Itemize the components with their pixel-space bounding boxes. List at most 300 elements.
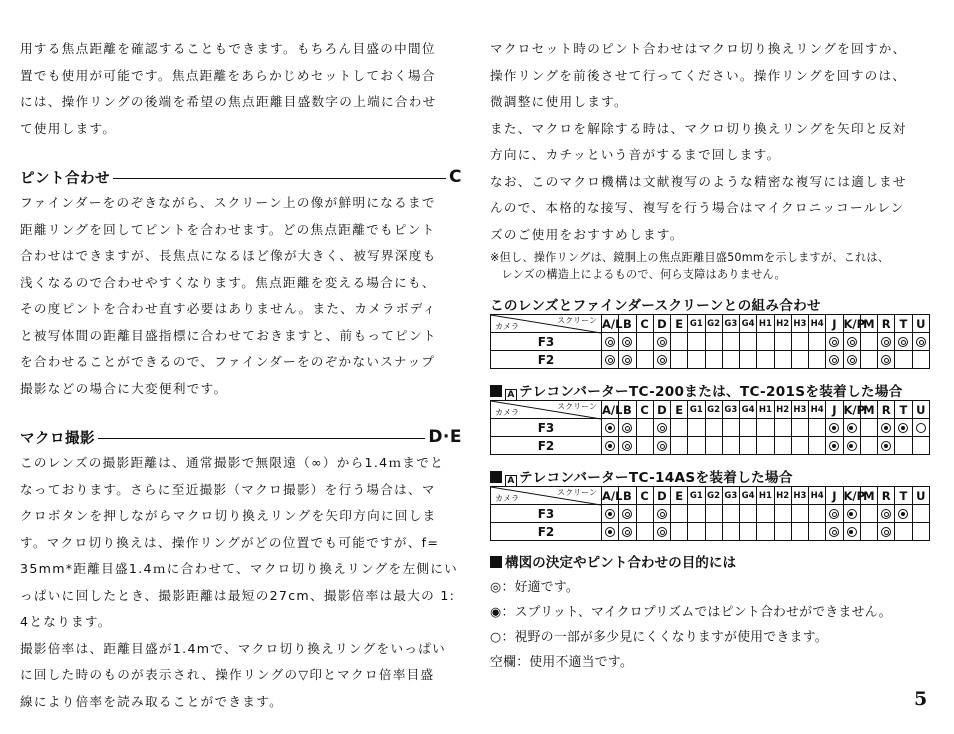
column-header: G3: [722, 315, 739, 333]
compat-cell: [671, 437, 688, 455]
table-corner-cell: [491, 401, 602, 419]
text-line: また、マクロを解除する時は、マクロ切り換えリングを矢印と反対: [490, 120, 907, 136]
compat-cell: [826, 523, 843, 541]
column-header: A/L: [602, 402, 623, 417]
compat-cell: [602, 351, 619, 369]
column-header: A/L: [602, 316, 623, 331]
compat-cell: [671, 523, 688, 541]
compat-cell: [843, 333, 860, 351]
table-title-text: このレンズとファインダースクリーンとの組み合わせ: [490, 298, 821, 314]
text-line: マクロセット時のピント合わせはマクロ切り換えリングを回すか、: [490, 41, 907, 56]
footnote: [490, 249, 936, 283]
table-title-text: テレコンバーターTC-200または、TC-201Sを装着した場合: [519, 384, 903, 400]
text-line: す。マクロ切り換えは、操作リングがどの位置でも可能ですが、f=: [20, 534, 440, 550]
compat-cell: [826, 505, 843, 523]
compat-cell: [602, 437, 619, 455]
note-line: レンズの構造上によるもので、何ら支障はありません。: [490, 268, 786, 281]
double-circle-icon: [605, 355, 615, 365]
column-header: T: [895, 315, 912, 333]
column-header: U: [912, 401, 930, 419]
double-circle-icon: [622, 423, 632, 433]
compat-cell: [774, 437, 791, 455]
compat-cell: [895, 333, 912, 351]
filled-circle-icon: [829, 441, 839, 451]
screen-compatibility-table: [490, 314, 930, 369]
compat-cell: [757, 351, 774, 369]
text-line: クロボタンを押しながらマクロ切り換えリングを矢印方向に回しま: [20, 508, 437, 523]
double-circle-icon: [622, 441, 632, 451]
compat-cell: [878, 437, 895, 455]
filled-circle-icon: [829, 423, 839, 433]
double-circle-icon: [657, 355, 667, 365]
filled-circle-icon: [881, 441, 891, 451]
column-header: T: [895, 401, 912, 419]
column-header: J: [826, 315, 843, 333]
text-line: 35mm*距離目盛1.4ｍに合わせて、マクロ切り換えリングを左側にい: [20, 561, 459, 576]
text-line: 線により倍率を読み取ることができます。: [20, 693, 283, 709]
compat-cell: [636, 523, 653, 541]
double-circle-icon: [657, 423, 667, 433]
boxed-a-icon: A: [505, 389, 517, 401]
column-header: E: [671, 315, 688, 333]
compatibility-tables: [490, 294, 936, 541]
column-header: H1: [757, 401, 774, 419]
compat-cell: [757, 419, 774, 437]
column-header: D: [653, 401, 670, 419]
compat-cell: [688, 523, 705, 541]
camera-cell: F2: [491, 523, 602, 541]
double-circle-icon: [847, 355, 857, 365]
filled-circle-icon: [898, 423, 908, 433]
table-row: [491, 351, 930, 369]
filled-circle-icon: [847, 441, 857, 451]
focus-paragraph: [20, 190, 462, 402]
double-circle-icon: [829, 527, 839, 537]
text-line: っぱいに回したとき、撮影距離は最短の27cm、撮影倍率は最大の 1:: [20, 587, 456, 603]
camera-label: カメラ: [495, 322, 519, 331]
table-row: [491, 523, 930, 541]
text-line: んので、本格的な接写、複写を行う場合はマイクロニッコールレン: [490, 200, 905, 215]
filled-circle-icon: [605, 509, 615, 519]
column-header: H4: [809, 401, 826, 419]
compat-cell: [705, 333, 722, 351]
compat-cell: [722, 333, 739, 351]
compat-cell: [860, 333, 877, 351]
column-header: G1: [688, 315, 705, 333]
compat-cell: [688, 419, 705, 437]
compat-cell: [860, 437, 877, 455]
camera-cell: F3: [491, 333, 602, 351]
heading-rule: [98, 438, 425, 439]
compat-cell: [722, 523, 739, 541]
compat-cell: [653, 333, 670, 351]
compat-cell: [653, 419, 670, 437]
column-header: G3: [722, 401, 739, 419]
text-line: 方向に、カチッという音がするまで回します。: [490, 147, 781, 162]
table-header-row: [491, 487, 930, 505]
compat-cell: [774, 419, 791, 437]
compat-cell: [912, 351, 930, 369]
compat-cell: [809, 523, 826, 541]
text-line: 微調整に使用します。: [490, 94, 628, 109]
text-line: なっております。さらに至近撮影（マクロ撮影）を行う場合は、マ: [20, 481, 436, 497]
column-header: H3: [791, 401, 808, 419]
text-line: 撮影などの場合に大変便利です。: [20, 380, 228, 396]
compat-cell: [774, 333, 791, 351]
filled-circle-icon: [881, 423, 891, 433]
compat-cell: [757, 505, 774, 523]
double-circle-icon: [657, 337, 667, 347]
compat-cell: [740, 333, 757, 351]
text-line: には、操作リングの後端を希望の焦点距離目盛数字の上端に合わせ: [20, 94, 437, 109]
column-header: G1: [688, 487, 705, 505]
compat-cell: [602, 419, 619, 437]
screen-label: スクリーン: [557, 488, 597, 497]
filled-circle-icon: [847, 527, 857, 537]
compat-cell: [826, 333, 843, 351]
compat-cell: [740, 351, 757, 369]
compat-cell: [774, 523, 791, 541]
purpose-title: 構図の決定やピント合わせの目的には: [505, 555, 737, 571]
compat-cell: [843, 419, 860, 437]
compat-cell: [636, 351, 653, 369]
column-header: A/L: [602, 488, 623, 503]
text-line: を合わせることができるので、ファインダーをのぞかないスナップ: [20, 354, 436, 369]
text-line: て使用します。: [20, 120, 117, 136]
copy-warning-paragraph: [490, 169, 936, 249]
table-header-row: [491, 401, 930, 419]
compat-cell: [809, 437, 826, 455]
table-header-row: [491, 315, 930, 333]
text-line: 操作リングを前後させて行ってください。操作リングを回すのは、: [490, 67, 907, 83]
macro-release-paragraph: [490, 116, 936, 169]
compat-cell: [602, 523, 619, 541]
double-circle-icon: [829, 355, 839, 365]
compat-cell: [809, 333, 826, 351]
compat-cell: [826, 437, 843, 455]
screen-label: スクリーン: [557, 316, 597, 325]
table-corner-cell: [491, 315, 602, 333]
table-row: [491, 333, 930, 351]
compat-cell: [878, 351, 895, 369]
compat-cell: [757, 333, 774, 351]
compat-cell: [912, 505, 930, 523]
filled-circle-icon: [605, 527, 615, 537]
column-header: H4: [809, 487, 826, 505]
compat-cell: [809, 419, 826, 437]
compat-cell: [602, 505, 619, 523]
compat-cell: [653, 523, 670, 541]
compat-cell: [757, 437, 774, 455]
boxed-a-icon: A: [505, 475, 517, 487]
compat-cell: [878, 505, 895, 523]
column-header: K/P: [843, 402, 866, 417]
column-header: E: [671, 487, 688, 505]
black-square-icon: [490, 556, 502, 568]
compat-cell: [912, 437, 930, 455]
double-circle-icon: [657, 527, 667, 537]
column-header: G2: [705, 315, 722, 333]
double-circle-icon: [622, 337, 632, 347]
double-circle-icon: [657, 441, 667, 451]
compat-cell: [636, 437, 653, 455]
compat-cell: [895, 351, 912, 369]
compat-cell: [619, 419, 636, 437]
column-header: K/P: [843, 316, 866, 331]
compat-cell: [912, 333, 930, 351]
table-corner-cell: [491, 487, 602, 505]
column-header: B: [619, 487, 636, 505]
column-header: B: [619, 315, 636, 333]
text-line: 距離リングを回してピントを合わせます。どの焦点距離でもピント: [20, 221, 436, 237]
compat-cell: [757, 523, 774, 541]
compat-cell: [671, 419, 688, 437]
compat-cell: [791, 523, 808, 541]
compat-cell: [740, 437, 757, 455]
compat-cell: [878, 419, 895, 437]
column-header: H1: [757, 487, 774, 505]
column-header: R: [878, 315, 895, 333]
right-column: [490, 36, 936, 675]
screen-label: スクリーン: [557, 402, 597, 411]
table-title-text: テレコンバーターTC-14ASを装着した場合: [519, 470, 793, 486]
compat-cell: [619, 523, 636, 541]
camera-label: カメラ: [495, 494, 519, 503]
compat-cell: [791, 333, 808, 351]
column-header: G2: [705, 401, 722, 419]
heading-rule: [113, 178, 446, 179]
compat-cell: [791, 437, 808, 455]
figure-reference: D·E: [428, 427, 462, 447]
table-title: [490, 294, 936, 312]
compat-cell: [722, 437, 739, 455]
page-number: 5: [914, 688, 928, 710]
compat-cell: [722, 351, 739, 369]
compat-cell: [636, 419, 653, 437]
intro-paragraph: [20, 36, 462, 142]
text-line: なお、このマクロ機構は文献複写のような精密な複写には適しませ: [490, 173, 907, 189]
column-header: G4: [740, 401, 757, 419]
compat-cell: [860, 523, 877, 541]
column-header: M: [860, 315, 877, 333]
table-row: [491, 419, 930, 437]
column-header: R: [878, 487, 895, 505]
column-header: G4: [740, 315, 757, 333]
compat-cell: [860, 505, 877, 523]
column-header: C: [636, 401, 653, 419]
column-header: H2: [774, 401, 791, 419]
compat-cell: [774, 351, 791, 369]
column-header: B: [619, 401, 636, 419]
compat-cell: [809, 505, 826, 523]
focus-section-heading: [20, 166, 462, 188]
filled-circle-icon: [898, 509, 908, 519]
camera-cell: F3: [491, 419, 602, 437]
compat-cell: [722, 419, 739, 437]
compat-cell: [740, 419, 757, 437]
compat-cell: [740, 505, 757, 523]
compat-cell: [826, 419, 843, 437]
compat-cell: [705, 351, 722, 369]
compat-cell: [912, 419, 930, 437]
column-header: H3: [791, 315, 808, 333]
screen-compatibility-table: [490, 400, 930, 455]
compat-cell: [619, 333, 636, 351]
compat-cell: [636, 333, 653, 351]
column-header: T: [895, 487, 912, 505]
text-line: 合わせはできますが、長焦点になるほど像が大きく、被写界深度も: [20, 248, 437, 263]
compat-cell: [636, 505, 653, 523]
compat-cell: [791, 351, 808, 369]
left-column: [20, 36, 462, 715]
figure-reference: C: [449, 167, 462, 187]
table-row: [491, 437, 930, 455]
compat-cell: [878, 523, 895, 541]
compat-cell: [722, 505, 739, 523]
camera-cell: F2: [491, 437, 602, 455]
column-header: J: [826, 487, 843, 505]
compat-cell: [843, 523, 860, 541]
camera-label: カメラ: [495, 408, 519, 417]
compat-cell: [688, 351, 705, 369]
legend-item-good: ◎：好適です。: [490, 580, 580, 595]
compat-cell: [671, 351, 688, 369]
compat-cell: [688, 333, 705, 351]
screen-compatibility-table: [490, 486, 930, 541]
double-circle-icon: [881, 355, 891, 365]
legend-item-split: ◉：スプリット、マイクロプリズムではピント合わせができません。: [490, 605, 892, 620]
double-circle-icon: [881, 527, 891, 537]
column-header: U: [912, 487, 930, 505]
text-line: 置でも使用が可能です。焦点距離をあらかじめセットしておく場合: [20, 67, 436, 83]
text-line: ズのご使用をおすすめします。: [490, 226, 684, 242]
column-header: U: [912, 315, 930, 333]
double-circle-icon: [622, 527, 632, 537]
table-title: [490, 380, 936, 398]
column-header: C: [636, 487, 653, 505]
compat-cell: [688, 437, 705, 455]
text-line: このレンズの撮影距離は、通常撮影で無限遠（∞）から1.4ｍまでと: [20, 455, 445, 470]
column-header: H1: [757, 315, 774, 333]
camera-cell: F3: [491, 505, 602, 523]
note-line: ※但し、操作リングは、鏡胴上の焦点距離目盛50mmを示しますが、これは、: [490, 251, 890, 264]
column-header: D: [653, 315, 670, 333]
black-square-icon: [490, 385, 502, 397]
compat-cell: [791, 505, 808, 523]
compat-cell: [705, 523, 722, 541]
double-circle-icon: [829, 337, 839, 347]
compat-cell: [895, 437, 912, 455]
double-circle-icon: [847, 337, 857, 347]
section-title: マクロ撮影: [20, 430, 95, 447]
column-header: C: [636, 315, 653, 333]
compat-cell: [740, 523, 757, 541]
double-circle-icon: [622, 509, 632, 519]
legend-item-partial: ○：視野の一部が多少見にくくなりますが使用できます。: [490, 630, 828, 645]
double-circle-icon: [657, 509, 667, 519]
text-line: 4となります。: [20, 614, 112, 629]
column-header: M: [860, 487, 877, 505]
filled-circle-icon: [847, 509, 857, 519]
section-title: ピント合わせ: [20, 170, 110, 187]
compat-cell: [619, 351, 636, 369]
column-header: H4: [809, 315, 826, 333]
text-line: に回した時のものが表示され、操作リングの▽印とマクロ倍率目盛: [20, 667, 435, 682]
compat-cell: [912, 523, 930, 541]
purpose-heading: [490, 551, 936, 571]
camera-cell: F2: [491, 351, 602, 369]
compat-cell: [895, 505, 912, 523]
column-header: G1: [688, 401, 705, 419]
compat-cell: [895, 419, 912, 437]
compat-cell: [671, 333, 688, 351]
compat-cell: [843, 351, 860, 369]
compat-cell: [895, 523, 912, 541]
text-line: と被写体間の距離目盛指標に合わせておきますと、前もってピント: [20, 327, 437, 343]
symbol-legend: [490, 575, 936, 675]
compat-cell: [602, 333, 619, 351]
text-line: 浅くなるので合わせやすくなります。焦点距離を変える場合にも、: [20, 274, 436, 290]
column-header: H2: [774, 487, 791, 505]
text-line: 用する焦点距離を確認することもできます。もちろん目盛の中間位: [20, 41, 436, 56]
compat-cell: [809, 351, 826, 369]
double-circle-icon: [916, 337, 926, 347]
column-header: G3: [722, 487, 739, 505]
macro-section-heading: [20, 426, 462, 448]
filled-circle-icon: [847, 423, 857, 433]
magnification-paragraph: [20, 636, 462, 716]
compat-cell: [705, 437, 722, 455]
compat-cell: [653, 437, 670, 455]
double-circle-icon: [829, 509, 839, 519]
legend-item-blank: 空欄：使用不適当です。: [490, 655, 634, 670]
compat-cell: [774, 505, 791, 523]
table-row: [491, 505, 930, 523]
compat-cell: [705, 419, 722, 437]
compat-cell: [878, 333, 895, 351]
compat-cell: [705, 505, 722, 523]
column-header: H2: [774, 315, 791, 333]
compat-cell: [826, 351, 843, 369]
double-circle-icon: [622, 355, 632, 365]
column-header: R: [878, 401, 895, 419]
double-circle-icon: [605, 337, 615, 347]
compat-cell: [619, 437, 636, 455]
compat-cell: [619, 505, 636, 523]
macro-paragraph: [20, 450, 462, 636]
black-square-icon: [490, 471, 502, 483]
text-line: 撮影倍率は、距離目盛が1.4mで、マクロ切り換えリングをいっぱい: [20, 640, 447, 656]
column-header: M: [860, 401, 877, 419]
column-header: D: [653, 487, 670, 505]
compat-cell: [860, 351, 877, 369]
column-header: J: [826, 401, 843, 419]
text-line: その度ピントを合わせ直す必要はありません。また、カメラボディ: [20, 301, 437, 316]
compat-cell: [688, 505, 705, 523]
column-header: H3: [791, 487, 808, 505]
circle-icon: [916, 423, 926, 433]
text-line: ファインダーをのぞきながら、スクリーン上の像が鮮明になるまで: [20, 195, 436, 210]
double-circle-icon: [881, 509, 891, 519]
compat-cell: [791, 419, 808, 437]
column-header: E: [671, 401, 688, 419]
double-circle-icon: [898, 337, 908, 347]
macro-focus-paragraph: [490, 36, 936, 116]
compat-cell: [653, 505, 670, 523]
double-circle-icon: [881, 337, 891, 347]
column-header: G2: [705, 487, 722, 505]
compat-cell: [843, 437, 860, 455]
